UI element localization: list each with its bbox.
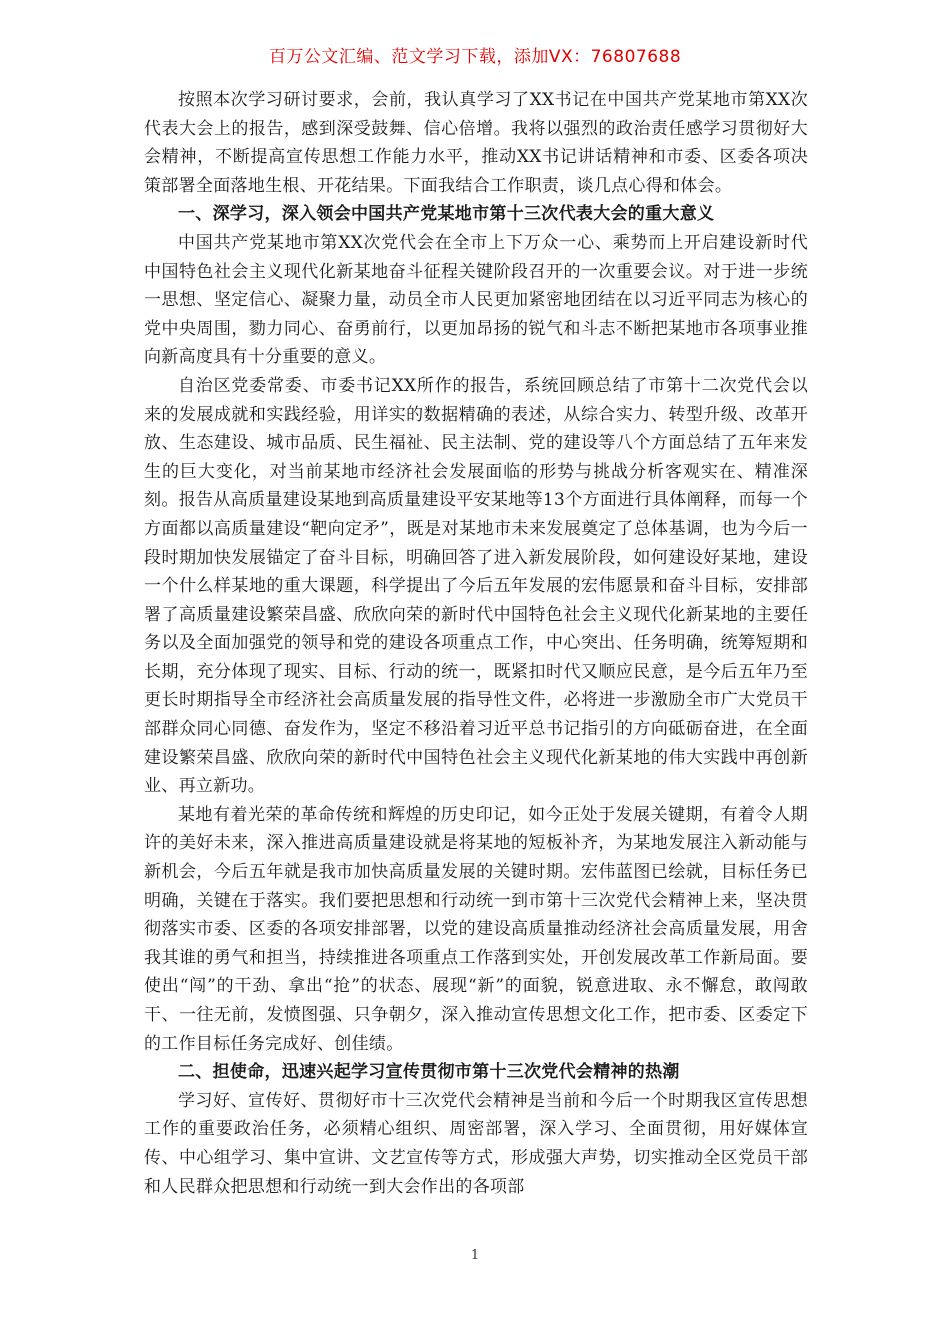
section-1-paragraph-3: 某地有着光荣的革命传统和辉煌的历史印记，如今正处于发展关键期，有着令人期许的美好未来，深入推进高质量建设就是将某地的短板补齐，为某地发展注入新动能与新机会，今后五年就是我市加快高质量发展的关键时期。宏伟蓝图已绘就，目标任务已明确，关键在于落实。我们要把思想和行动统一到市第十三次党代会精神上来，坚决贯彻落实市委、区委的各项安排部署，以党的建设高质量推动经济社会高质量发展，用舍我其谁的勇气和担当，持续推进各项重点工作落到实处，开创发展改革工作新局面。要使出“闯”的干劲、拿出“抢”的状态、展现“新”的面貌，锐意进取、永不懈怠，敢闯敢干、一往无前，发愤图强、只争朝夕，深入推动宣传思想文化工作，把市委、区委定下的工作目标任务完成好、创佳绩。 [144, 804, 808, 1054]
document-body [144, 86, 808, 1201]
section-1-paragraph-1: 中国共产党某地市第XX次党代会在全市上下万众一心、乘势而上开启建设新时代中国特色社会主义现代化新某地奋斗征程关键阶段召开的一次重要会议。对于进一步统一思想、坚定信心、凝聚力量，动员全市人民更加紧密地团结在以习近平同志为核心的党中央周围，勠力同心、奋勇前行，以更加昂扬的锐气和斗志不断把某地市各项事业推向新高度具有十分重要的意义。 [144, 232, 808, 368]
section-1-paragraph-2: 自治区党委常委、市委书记XX所作的报告，系统回顾总结了市第十二次党代会以来的发展成就和实践经验，用详实的数据精确的表述，从综合实力、转型升级、改革开放、生态建设、城市品质、民生福祉、民主法制、党的建设等八个方面总结了五年来发生的巨大变化，对当前某地市经济社会发展面临的形势与挑战分析客观实在、精准深刻。报告从高质量建设某地到高质量建设平安某地等13个方面进行具体阐释，而每一个方面都以高质量建设“靶向定矛”，既是对某地市未来发展奠定了总体基调，也为今后一段时期加快发展锚定了奋斗目标，明确回答了进入新发展阶段，如何建设好某地，建设一个什么样某地的重大课题，科学提出了今后五年发展的宏伟愿景和奋斗目标，安排部署了高质量建设繁荣昌盛、欣欣向荣的新时代中国特色社会主义现代化新某地的主要任务以及全面加强党的领导和党的建设各项重点工作，中心突出、任务明确，统筹短期和长期，充分体现了现实、目标、行动的统一，既紧扣时代又顺应民意，是今后五年乃至更长时期指导全市经济社会高质量发展的指导性文件，必将进一步激励全市广大党员干部群众同心同德、奋发作为，坚定不移沿着习近平总书记指引的方向砥砺奋进，在全面建设繁荣昌盛、欣欣向荣的新时代中国特色社会主义现代化新某地的伟大实践中再创新业、再立新功。 [144, 375, 808, 797]
section-2-heading: 二、担使命，迅速兴起学习宣传贯彻市第十三次党代会精神的热潮 [178, 1062, 680, 1083]
section-1-heading: 一、深学习，深入领会中国共产党某地市第十三次代表大会的重大意义 [178, 204, 715, 225]
page-number: 1 [470, 1248, 480, 1263]
intro-paragraph: 按照本次学习研讨要求，会前，我认真学习了XX书记在中国共产党某地市第XX次代表大会上的报告，感到深受鼓舞、信心倍增。我将以强烈的政治责任感学习贯彻好大会精神，不断提高宣传思想工作能力水平，推动XX书记讲话精神和市委、区委各项决策部署全面落地生根、开花结果。下面我结合工作职责，谈几点心得和体会。 [144, 90, 808, 196]
watermark-banner: 百万公文汇编、范文学习下载，添加VX：76807688 [268, 47, 682, 67]
section-2-paragraph-1: 学习好、宣传好、贯彻好市十三次党代会精神是当前和今后一个时期我区宣传思想工作的重要政治任务，必须精心组织、周密部署，深入学习、全面贯彻，用好媒体宣传、中心组学习、集中宣讲、文艺宣传等方式，形成强大声势，切实推动全区党员干部和人民群众把思想和行动统一到大会作出的各项部 [144, 1090, 808, 1197]
